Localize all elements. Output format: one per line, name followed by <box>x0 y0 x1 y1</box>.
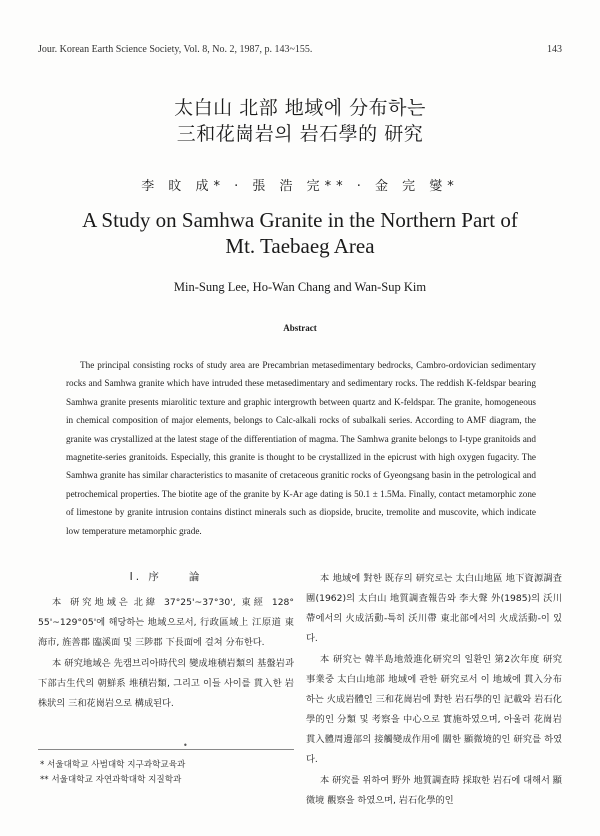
footnote-divider <box>38 749 294 750</box>
footnote-affiliation-1: * 서울대학교 사범대학 지구과학교육과 <box>40 760 186 770</box>
running-header <box>38 44 562 55</box>
korean-authors: 李 旼 成* · 張 浩 完** · 金 完 燮* <box>141 179 459 194</box>
korean-title-line-2: 三和花崗岩의 岩石學的 研究 <box>176 123 424 145</box>
footnotes <box>40 758 296 788</box>
right-paragraph-2: 本 研究는 韓半島地殼進化研究의 일환인 第2次年度 研究 事業중 太白山地部 地域에 관한 研究로서 이 地域에 貫入分布하는 火成岩體인 三和花崗岩에 對한 岩石學的인 記載와 岩石化學的인 分類 및 考察을 中心으로 實施하였으며, 아울러 花崗岩 貫入體周邊部의 接觸變成作用에 關한 顯微境的인 研究를 하였다. <box>306 654 562 765</box>
intro-paragraph-1: 本 研究地域은 北緯 37°25'~37°30', 東經 128° 55'~129°05'에 해당하는 地域으로서, 行政區域上 江原道 東海市, 旌善郡 臨溪面 및 三陟郡 下長面에 걸쳐 分布한다. <box>38 597 294 648</box>
journal-citation: Jour. Korean Earth Science Society, Vol. 8, No. 2, 1987, p. 143~155. <box>38 44 313 55</box>
footnote-marker-dot: • <box>183 741 188 750</box>
right-paragraph-1: 本 地域에 對한 既存의 研究로는 太白山地區 地下資源調査團(1962)의 太白山 地質調査報告와 李大聲 外(1985)의 沃川帶에서의 火成活動-특히 沃川帶 東北部에서의 火成活動-이 있다. <box>306 573 562 644</box>
abstract-body <box>66 356 536 540</box>
right-paragraph-3: 本 研究를 위하여 野外 地質調査時 採取한 岩石에 대해서 顯微境 觀察을 하였으며, 岩石化學的인 <box>306 775 562 806</box>
abstract-heading: Abstract <box>283 323 317 333</box>
page-number: 143 <box>547 44 562 55</box>
footnote-affiliation-2: ** 서울대학교 자연과학대학 지질학과 <box>40 775 182 785</box>
english-title-line-1: A Study on Samhwa Granite in the Northern Part of <box>82 208 518 232</box>
intro-paragraph-2: 本 研究地域은 先캠브리아時代의 變成堆積岩類의 基盤岩과 下部古生代의 朝鮮系 堆積岩類, 그리고 이들 사이를 貫入한 岩株狀의 三和花崗岩으로 構成된다. <box>38 658 294 709</box>
english-title <box>0 207 600 259</box>
english-title-line-2: Mt. Taebaeg Area <box>225 234 375 258</box>
english-authors: Min-Sung Lee, Ho-Wan Chang and Wan-Sup Kim <box>173 280 427 294</box>
left-column <box>38 567 294 714</box>
right-column <box>306 569 562 811</box>
korean-title-line-1: 太白山 北部 地域에 分布하는 <box>174 97 426 119</box>
section-title-introduction: I. 序 論 <box>129 571 203 583</box>
korean-title <box>0 95 600 147</box>
abstract-text: The principal consisting rocks of study area are Precambrian metasedimentary bedrocks, Cambro-ordovician sedimentary rocks and Samhwa granite which have intruded these metasedimentary and sedimentary rocks. The reddish K-feldspar bearing Samhwa granite presents miarolitic texture and graphic intergrowth between quartz and K-feldspar. The granite, homogeneous in chemical composition of major elements, belongs to Calc-alkali rocks of subalkali series. According to AMF diagram, the granite was crystallized at the latest stage of the differentiation of magma. The Samhwa granite belongs to I-type granitoids and magnetite-series granitoids. Especially, this granite is thought to be crystallized in the epicrust with high oxygen fugacity. The Samhwa granite has similar characteristics to masanite of cretaceous granitic rocks of Gyeongsang basin in the petrological and petrochemical properties. The biotite age of the granite by K-Ar age dating is 50.1 ± 1.5Ma. Finally, contact metamorphic zone of limestone by granite intrusion contains distinct minerals such as diopside, brucite, tremolite and muscovite, which indicate low temperature metamorphic grade. <box>66 360 536 536</box>
